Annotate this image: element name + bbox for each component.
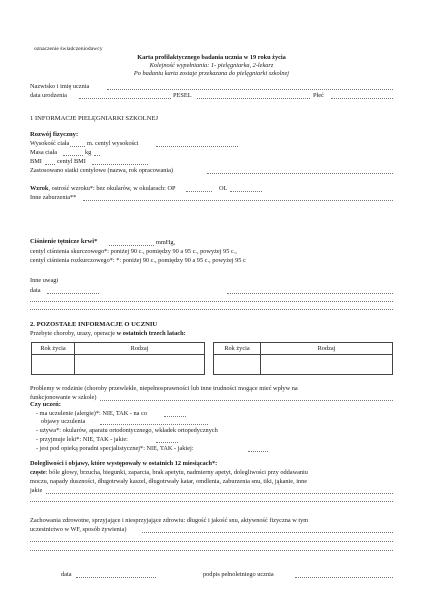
bmi-centile-label: centyl BMI (57, 158, 86, 165)
vision-op-field[interactable] (186, 191, 212, 192)
nurse-line-trailing[interactable] (227, 293, 393, 294)
height-label: Wysokość ciała (30, 140, 70, 147)
systolic-centile-text: centyl ciśnienia skurczowego*: poniżej 90 c., pomiędzy 90 a 95 c., powyżej 95 c., (30, 248, 237, 255)
footer-date-field[interactable] (76, 577, 156, 578)
clinic-question: - jest pod opieką poradni specjalistycznej*: NIE, TAK - jakiej: (36, 445, 194, 452)
health-behaviours-field[interactable] (142, 532, 393, 533)
blood-pressure-heading: Ciśnienie tętnicze krwi* (30, 238, 98, 245)
family-problems-line-1: Problemy w rodzinie (choroby przewlekłe, niepełnosprawności lub inne trudności mogące mieć wpływ na (30, 385, 298, 392)
family-problems-line-2: funkcjonowanie w szkole) (30, 394, 97, 401)
blood-pressure-field[interactable] (109, 245, 154, 246)
other-disorders-field[interactable] (83, 200, 393, 201)
family-problems-field[interactable] (100, 400, 393, 401)
illness-table-left (31, 342, 205, 375)
allergy-question: - ma uczulenie (alergie)*: NIE, TAK - na co (36, 410, 147, 417)
table-cell[interactable] (75, 355, 205, 375)
sex-label: Płeć (313, 92, 324, 99)
table-header-year: Rok życia (32, 343, 75, 355)
complaints-text-1: : bóle głowy, brzucha, biegunki, zaparcia, brak apetytu, nadmierny apetyt, dolegliwości przy oddawaniu (45, 469, 308, 476)
table-cell[interactable] (261, 355, 393, 375)
clinic-field[interactable] (248, 451, 268, 452)
other-disorders-label: Inne zaburzenia** (30, 194, 77, 201)
physical-development-heading: Rozwój fizyczny: (30, 131, 79, 138)
complaints-other-field[interactable] (46, 493, 393, 494)
height-centile-field[interactable] (156, 146, 238, 147)
other-notes-line-1[interactable] (30, 301, 393, 302)
nurse-date-field[interactable] (47, 293, 99, 294)
aids-question: - używa*: okularów, aparatu ortodontycznego, wkładek ortopedycznych (36, 427, 218, 434)
pesel-field[interactable] (197, 98, 310, 99)
health-behaviours-field-3[interactable] (30, 550, 393, 551)
complaints-other-field-2[interactable] (30, 501, 393, 502)
student-questions-heading: Czy uczeń: (30, 401, 61, 408)
vision-row (30, 186, 176, 192)
sex-field[interactable] (331, 98, 393, 99)
nurse-date-label: data (30, 287, 41, 294)
mass-label: Masa ciała (30, 149, 58, 156)
bmi-field[interactable] (45, 164, 55, 165)
medication-question: - przyjmuje leki*: NIE, TAK - jakie: (36, 436, 128, 443)
footer-date-label: data (61, 571, 72, 578)
complaints-line-1 (30, 470, 308, 476)
vision-text: , ostrość wzroku*: bez okularów, w okularach: OP (48, 185, 176, 192)
birth-date-field[interactable] (79, 98, 171, 99)
health-behaviours-line-1: Zachowania zdrowotne, sprzyjające i niesprzyjające zdrowiu: długość i jakość snu, aktywność fizyczna w tym (30, 517, 309, 524)
complaints-line-2: moczu, napady duszności, długotrwały kaszel, długotrwały katar, omdlenia, zaburzenia snu, tiki, jąkanie, inne (30, 478, 308, 485)
footer-signature-label: podpis pełnoletniego ucznia (203, 571, 274, 578)
bmi-centile-field[interactable] (92, 164, 148, 165)
allergy-field[interactable] (164, 416, 186, 417)
illnesses-text: Przebyte choroby, urazy, operacje (30, 330, 117, 337)
complaints-other-label: jakie (30, 487, 43, 494)
illness-table-right (213, 342, 393, 375)
table-cell[interactable] (214, 355, 261, 375)
illnesses-row (30, 331, 186, 337)
bmi-label: BMI (30, 158, 42, 165)
provider-marking: oznaczenie świadczeniodawcy (34, 46, 103, 52)
complaints-heading: Dolegliwości i objawy, które występowały w ostatnich 12 miesiącach*: (30, 460, 218, 467)
illnesses-period: w ostatnich trzech latach: (116, 330, 186, 337)
section1-heading: 1 INFORMACJE PIELĘGNIARKI SZKOLNEJ (30, 115, 159, 122)
medication-field[interactable] (156, 442, 178, 443)
table-header-year: Rok życia (214, 343, 261, 355)
allergy-symptoms-field[interactable] (100, 424, 208, 425)
table-header-kind: Rodzaj (261, 343, 393, 355)
centile-grids-label: Zastosowano siatki centylowe (nazwa, rok opracowania) (30, 167, 174, 174)
health-behaviours-line-2: uczestnictwo w WF, sposób żywienia) (30, 526, 127, 533)
height-centile-label: m. centyl wysokości (87, 140, 139, 147)
form-title: Karta profilaktycznego badania ucznia w 19 roku życia (137, 54, 286, 61)
form-subtitle-handover: Po badaniu karta zostaje przekazana do pielęgniarki szkolnej (133, 70, 290, 77)
mass-field[interactable] (63, 155, 83, 156)
vision-heading: Wzrok (30, 185, 49, 192)
pesel-label: PESEL (173, 92, 192, 99)
vision-ol-field[interactable] (230, 191, 262, 192)
table-cell[interactable] (32, 355, 75, 375)
mass-unit: kg (85, 149, 92, 156)
student-name-field[interactable] (107, 89, 393, 90)
health-behaviours-field-2[interactable] (30, 541, 393, 542)
allergy-symptoms-label: objawy uczulenia (41, 418, 86, 425)
student-name-label: Nazwisko i imię ucznia (30, 83, 90, 90)
diastolic-centile-text: centyl ciśnienia rozkurczowego*: *: poniżej 90 c., pomiędzy 90 a 95 c., powyżej 95 c (30, 257, 246, 264)
birth-date-label: data urodzenia (30, 92, 67, 99)
other-notes-line-2[interactable] (30, 309, 393, 310)
vision-ol-label: OL (219, 185, 228, 192)
complaints-frequent: częste (30, 469, 46, 476)
height-field[interactable] (70, 146, 85, 147)
other-notes-label: Inne uwagi (30, 277, 59, 284)
blood-pressure-unit: mmHg, (156, 239, 176, 246)
form-subtitle-order: Kolejność wypełniania: 1- pielęgniarka, 2-lekarz (149, 62, 274, 69)
footer-signature-field[interactable] (295, 577, 393, 578)
section2-heading: 2. POZOSTAŁE INFORMACJE O UCZNIU (30, 321, 158, 328)
mass-unit-trailing-dots (94, 155, 100, 156)
centile-grids-field[interactable] (207, 173, 393, 174)
table-header-kind: Rodzaj (75, 343, 205, 355)
